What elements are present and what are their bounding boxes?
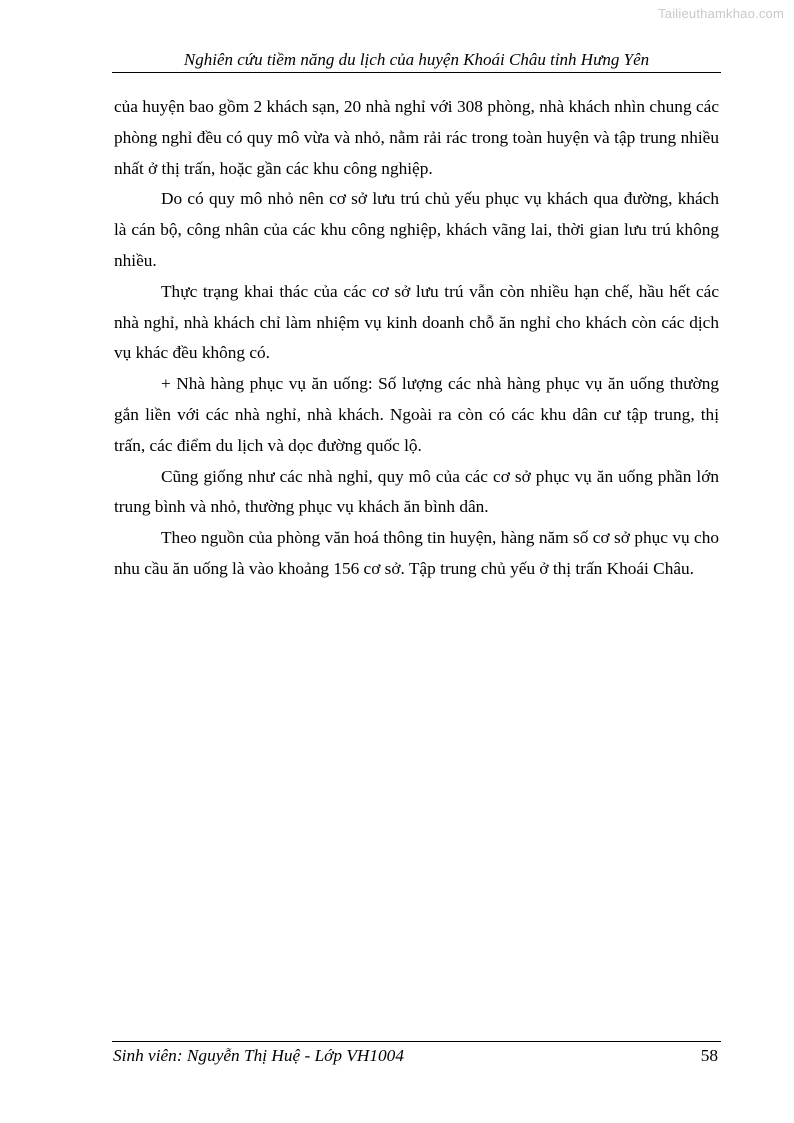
paragraph: Thực trạng khai thác của các cơ sở lưu trú vẫn còn nhiều hạn chế, hầu hết các nhà nghỉ, nhà khách chỉ làm nhiệm vụ kinh doanh chỗ ăn nghỉ cho khách còn các dịch vụ khác đều không có. <box>114 281 719 363</box>
document-body <box>114 92 719 585</box>
paragraph: Do có quy mô nhỏ nên cơ sở lưu trú chủ yếu phục vụ khách qua đường, khách là cán bộ, công nhân của các khu công nghiệp, khách vãng lai, thời gian lưu trú không nhiều. <box>114 189 719 270</box>
footer-divider <box>112 1041 721 1042</box>
page-number: 58 <box>700 1046 718 1065</box>
paragraph-continuation: của huyện bao gồm 2 khách sạn, 20 nhà nghỉ với 308 phòng, nhà khách nhìn chung các phòng nghỉ đều có quy mô vừa và nhỏ, nằm rải rác trong toàn huyện và tập trung nhiều nhất ở thị trấn, hoặc gần các khu công nghiệp. <box>114 97 719 178</box>
paragraph: Cũng giống như các nhà nghỉ, quy mô của các cơ sở phục vụ ăn uống phần lớn trung bình và nhỏ, thường phục vụ khách ăn bình dân. <box>114 466 719 517</box>
watermark-text: Tailieuthamkhao.com <box>658 6 784 21</box>
running-header-title: Nghiên cứu tiềm năng du lịch của huyện Khoái Châu tỉnh Hưng Yên <box>112 50 721 73</box>
paragraph: + Nhà hàng phục vụ ăn uống: Số lượng các nhà hàng phục vụ ăn uống thường gắn liền với các nhà nghỉ, nhà khách. Ngoài ra còn có các khu dân cư tập trung, thị trấn, các điểm du lịch và dọc đường quốc lộ. <box>114 374 719 455</box>
paragraph: Theo nguồn của phòng văn hoá thông tin huyện, hàng năm số cơ sở phục vụ cho nhu cầu ăn uống là vào khoảng 156 cơ sở. Tập trung chủ yếu ở thị trấn Khoái Châu. <box>114 528 719 578</box>
footer-author: Sinh viên: Nguyễn Thị Huệ - Lớp VH1004 <box>113 1046 404 1065</box>
